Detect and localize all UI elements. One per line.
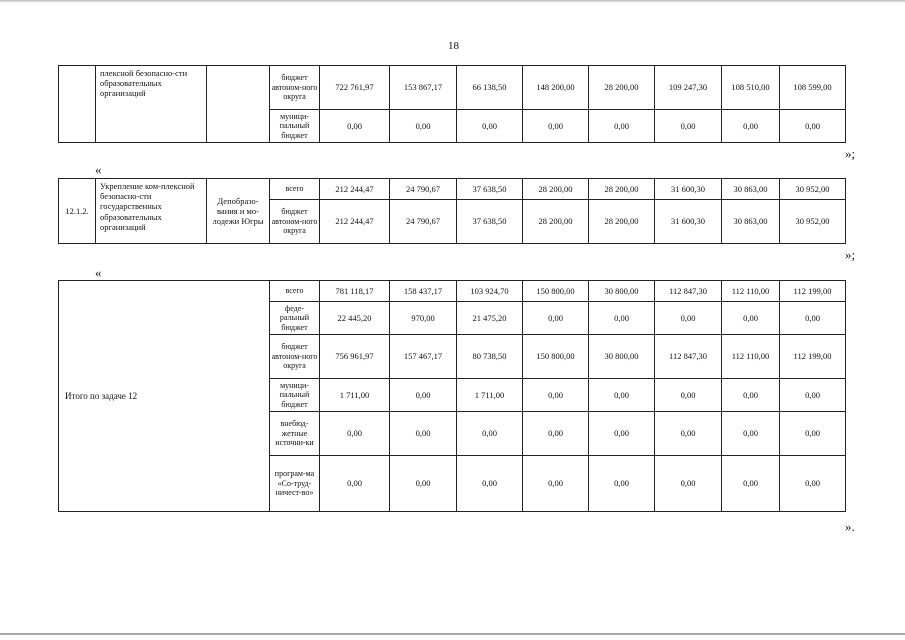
value-cell: 0,00 bbox=[722, 456, 780, 512]
scan-top-edge bbox=[0, 0, 905, 3]
executor-cell bbox=[207, 66, 270, 143]
source-cell: муници-пальный бюджет bbox=[270, 379, 320, 412]
value-cell: 970,00 bbox=[390, 302, 457, 335]
value-cell: 0,00 bbox=[390, 110, 457, 143]
table-continuation bbox=[58, 65, 846, 143]
closing-quote: »; bbox=[845, 146, 856, 161]
value-cell: 112 110,00 bbox=[722, 335, 780, 379]
value-cell: 0,00 bbox=[523, 110, 589, 143]
executor-cell: Депобразо-вания и мо-лодежи Югры bbox=[207, 179, 270, 244]
value-cell: 148 200,00 bbox=[523, 66, 589, 110]
source-cell: бюджет автоном-ного округа bbox=[270, 335, 320, 379]
value-cell: 28 200,00 bbox=[523, 200, 589, 244]
value-cell: 0,00 bbox=[320, 412, 390, 456]
page-number: 18 bbox=[448, 40, 459, 52]
item-text: плексной безопасно-сти образовательных организаций bbox=[96, 66, 207, 143]
value-cell: 112 847,30 bbox=[655, 335, 722, 379]
item-text: Укрепление ком-плексной безопасно-сти государственных образовательных организаций bbox=[96, 179, 207, 244]
value-cell: 1 711,00 bbox=[457, 379, 523, 412]
value-cell: 0,00 bbox=[655, 412, 722, 456]
value-cell: 30 863,00 bbox=[722, 179, 780, 200]
item-code: 12.1.2. bbox=[59, 179, 96, 244]
table-total-task-12 bbox=[58, 280, 846, 512]
source-cell: програм-ма «Со-труд-ничест-во» bbox=[270, 456, 320, 512]
value-cell: 0,00 bbox=[390, 412, 457, 456]
value-cell: 0,00 bbox=[320, 110, 390, 143]
value-cell: 0,00 bbox=[589, 302, 655, 335]
value-cell: 108 599,00 bbox=[780, 66, 846, 110]
source-cell: бюджет автоном-ного округа bbox=[270, 66, 320, 110]
value-cell: 112 199,00 bbox=[780, 281, 846, 302]
value-cell: 0,00 bbox=[457, 412, 523, 456]
value-cell: 0,00 bbox=[722, 379, 780, 412]
value-cell: 0,00 bbox=[722, 412, 780, 456]
table-item-12-1-2 bbox=[58, 178, 846, 244]
value-cell: 30 952,00 bbox=[780, 200, 846, 244]
value-cell: 0,00 bbox=[457, 456, 523, 512]
value-cell: 0,00 bbox=[523, 379, 589, 412]
value-cell: 0,00 bbox=[780, 456, 846, 512]
value-cell: 212 244,47 bbox=[320, 200, 390, 244]
value-cell: 0,00 bbox=[320, 456, 390, 512]
value-cell: 0,00 bbox=[655, 456, 722, 512]
value-cell: 0,00 bbox=[390, 379, 457, 412]
value-cell: 0,00 bbox=[780, 412, 846, 456]
scan-bottom-edge bbox=[0, 633, 905, 635]
value-cell: 28 200,00 bbox=[589, 66, 655, 110]
value-cell: 0,00 bbox=[457, 110, 523, 143]
source-cell: всего bbox=[270, 179, 320, 200]
closing-quote: ». bbox=[845, 519, 855, 534]
table-row bbox=[59, 281, 846, 302]
opening-quote: « bbox=[95, 265, 102, 280]
value-cell: 781 118,17 bbox=[320, 281, 390, 302]
total-label: Итого по задаче 12 bbox=[59, 281, 270, 512]
value-cell: 0,00 bbox=[390, 456, 457, 512]
value-cell: 158 437,17 bbox=[390, 281, 457, 302]
value-cell: 30 952,00 bbox=[780, 179, 846, 200]
source-cell: внебюд-жетные источни-ки bbox=[270, 412, 320, 456]
value-cell: 0,00 bbox=[523, 302, 589, 335]
value-cell: 0,00 bbox=[589, 412, 655, 456]
value-cell: 22 445,20 bbox=[320, 302, 390, 335]
value-cell: 0,00 bbox=[722, 110, 780, 143]
value-cell: 24 790,67 bbox=[390, 200, 457, 244]
source-cell: муници-пальный бюджет bbox=[270, 110, 320, 143]
value-cell: 153 867,17 bbox=[390, 66, 457, 110]
value-cell: 0,00 bbox=[589, 379, 655, 412]
value-cell: 1 711,00 bbox=[320, 379, 390, 412]
table-row bbox=[59, 179, 846, 200]
value-cell: 0,00 bbox=[523, 412, 589, 456]
value-cell: 150 800,00 bbox=[523, 281, 589, 302]
source-cell: бюджет автоном-ного округа bbox=[270, 200, 320, 244]
value-cell: 0,00 bbox=[655, 110, 722, 143]
value-cell: 756 961,97 bbox=[320, 335, 390, 379]
value-cell: 722 761,97 bbox=[320, 66, 390, 110]
value-cell: 0,00 bbox=[655, 302, 722, 335]
value-cell: 28 200,00 bbox=[589, 200, 655, 244]
value-cell: 80 738,50 bbox=[457, 335, 523, 379]
value-cell: 30 800,00 bbox=[589, 335, 655, 379]
value-cell: 0,00 bbox=[589, 456, 655, 512]
table-row bbox=[59, 66, 846, 110]
value-cell: 109 247,30 bbox=[655, 66, 722, 110]
value-cell: 0,00 bbox=[780, 379, 846, 412]
value-cell: 31 600,30 bbox=[655, 200, 722, 244]
source-cell: феде-ральный бюджет bbox=[270, 302, 320, 335]
value-cell: 0,00 bbox=[722, 302, 780, 335]
value-cell: 112 199,00 bbox=[780, 335, 846, 379]
value-cell: 31 600,30 bbox=[655, 179, 722, 200]
value-cell: 212 244,47 bbox=[320, 179, 390, 200]
value-cell: 157 467,17 bbox=[390, 335, 457, 379]
value-cell: 30 800,00 bbox=[589, 281, 655, 302]
value-cell: 28 200,00 bbox=[523, 179, 589, 200]
value-cell: 112 847,30 bbox=[655, 281, 722, 302]
value-cell: 0,00 bbox=[523, 456, 589, 512]
value-cell: 108 510,00 bbox=[722, 66, 780, 110]
value-cell: 28 200,00 bbox=[589, 179, 655, 200]
value-cell: 30 863,00 bbox=[722, 200, 780, 244]
opening-quote: « bbox=[95, 162, 102, 177]
source-cell: всего bbox=[270, 281, 320, 302]
value-cell: 21 475,20 bbox=[457, 302, 523, 335]
value-cell: 112 110,00 bbox=[722, 281, 780, 302]
value-cell: 24 790,67 bbox=[390, 179, 457, 200]
value-cell: 103 924,70 bbox=[457, 281, 523, 302]
closing-quote: »; bbox=[845, 247, 856, 262]
value-cell: 37 638,50 bbox=[457, 179, 523, 200]
value-cell: 0,00 bbox=[589, 110, 655, 143]
value-cell: 150 800,00 bbox=[523, 335, 589, 379]
value-cell: 0,00 bbox=[655, 379, 722, 412]
value-cell: 0,00 bbox=[780, 302, 846, 335]
value-cell: 37 638,50 bbox=[457, 200, 523, 244]
value-cell: 0,00 bbox=[780, 110, 846, 143]
code-cell bbox=[59, 66, 96, 143]
value-cell: 66 138,50 bbox=[457, 66, 523, 110]
